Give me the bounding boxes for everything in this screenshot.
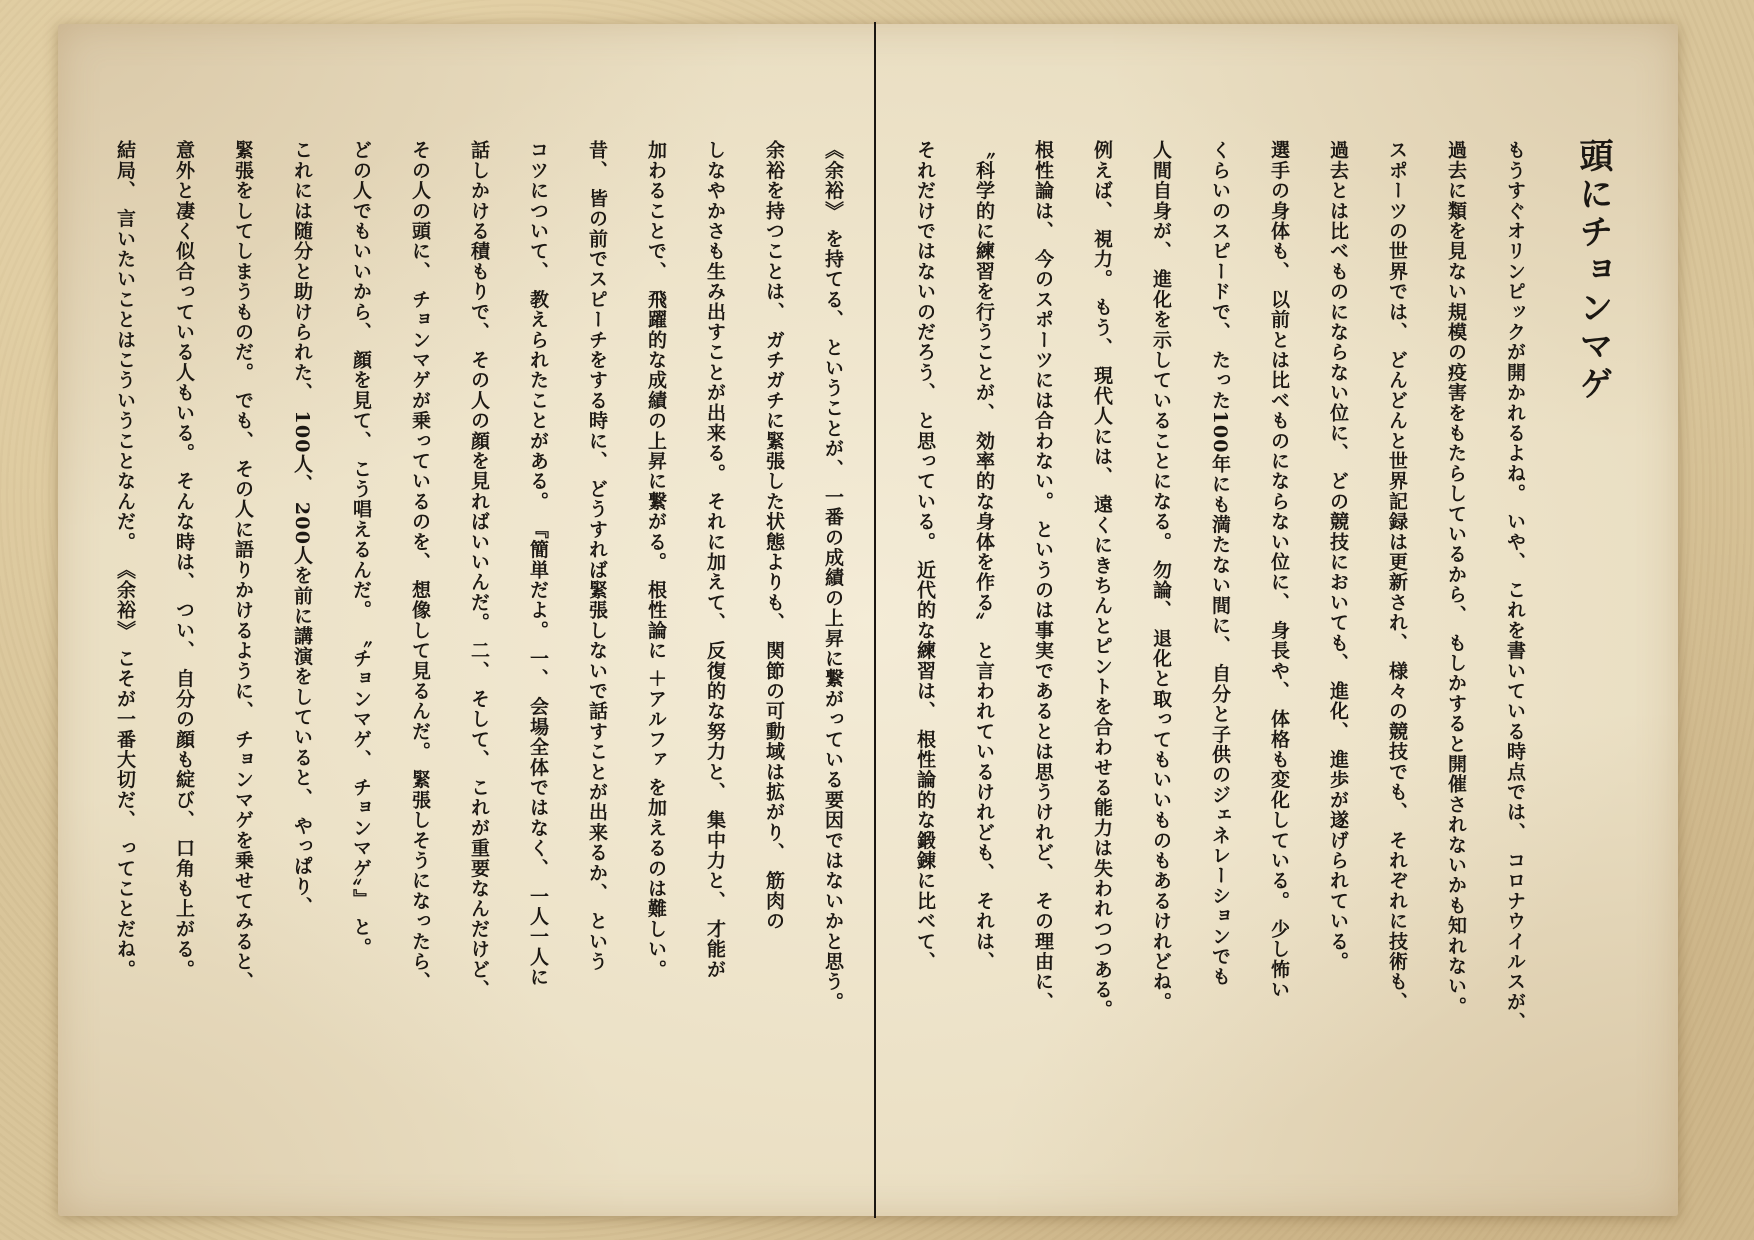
page-divider xyxy=(874,22,876,1218)
text-column-7: 人間自身が、 進化を示していることになる。 勿論、 退化と取ってもいいものもあるけれどね。 xyxy=(1150,140,1172,1012)
text-column-6: くらいのスピードで、 たった100年にも満たない間に、 自分と子供のジェネレーションでも xyxy=(1209,140,1231,987)
text-column-8: 例えば、 視力。 もう、 現代人には、 遠くにきちんとピントを合わせる能力は失われつつある。 xyxy=(1091,140,1113,1020)
text-column-22: 緊張をしてしまうものだ。 でも、 その人に語りかけるように、 チョンマゲを乗せてみると、 xyxy=(232,140,254,992)
text-column-16: 昔、 皆の前でスピーチをする時に、 どうすれば緊張しないで話すことが出来るか、 という xyxy=(586,140,608,972)
page-title: 頭にチョンマゲ xyxy=(1573,138,1613,404)
text-column-17: コツについて、 教えられたことがある。 『簡単だよ。 一、 会場全体ではなく、 一人一人に xyxy=(527,140,549,988)
text-column-5: 選手の身体も、 以前とは比べものにならない位に、 身長や、 体格も変化している。 少し怖い xyxy=(1268,140,1290,1000)
text-column-3: スポーツの世界では、 どんどんと世界記録は更新され、 様々の競技でも、 それぞれに技術も、 xyxy=(1386,140,1408,1012)
text-column-24: 結局、 言いたいことはこういうことなんだ。 《余裕》 こそが一番大切だ、 ってことだね。 xyxy=(114,140,136,980)
text-column-9: 根性論は、 今のスポーツには合わない。 というのは事実であるとは思うけれど、 その理由に、 xyxy=(1032,140,1054,1012)
text-column-19: その人の頭に、 チョンマゲが乗っているのを、 想像して見るんだ。 緊張しそうになったら、 xyxy=(409,140,431,992)
text-column-11: それだけではないのだろう、 と思っている。 近代的な練習は、 根性論的な鍛錬に比べて、 xyxy=(914,140,936,972)
text-column-13: 余裕を持つことは、 ガチガチに緊張した状態よりも、 関節の可動域は拡がり、 筋肉の xyxy=(763,140,785,932)
text-column-2: 過去に類を見ない規模の疫害をもたらしているから、 もしかすると開催されないかも知れない。 xyxy=(1445,140,1467,1017)
text-column-10: 〝科学的に練習を行うことが、 効率的な身体を作る〟 と言われているけれども、 それは、 xyxy=(973,140,995,972)
text-column-20: どの人でもいいから、 顔を見て、 こう唱えるんだ。 〝チョンマゲ、 チョンマゲ〟』 と。 xyxy=(350,140,372,958)
text-column-21: これには随分と助けられた、 100人、 200人を前に講演をしていると、 やっぱり、 xyxy=(291,140,313,917)
text-column-12: 《余裕》 を持てる、 ということが、 一番の成績の上昇に繋がっている要因ではないかと思う。 xyxy=(822,140,844,1012)
text-column-1: もうすぐオリンピックが開かれるよね。 いや、 これを書いている時点では、 コロナウイルスが、 xyxy=(1504,140,1526,1033)
text-column-15: 加わることで、 飛躍的な成績の上昇に繋がる。 根性論に ＋アルファ を加えるのは難しい。 xyxy=(645,140,667,980)
text-column-4: 過去とは比べものにならない位に、 どの競技においても、 進化、 進歩が遂げられている。 xyxy=(1327,140,1349,972)
text-column-23: 意外と凄く似合っている人もいる。 そんな時は、 つい、 自分の顔も綻び、 口角も上がる。 xyxy=(173,140,195,980)
text-column-18: 話しかける積もりで、 その人の顔を見ればいいんだ。 二、 そして、 これが重要なんだけど、 xyxy=(468,140,490,1000)
text-column-14: しなやかさも生み出すことが出来る。 それに加えて、 反復的な努力と、 集中力と、 才能が xyxy=(704,140,726,980)
